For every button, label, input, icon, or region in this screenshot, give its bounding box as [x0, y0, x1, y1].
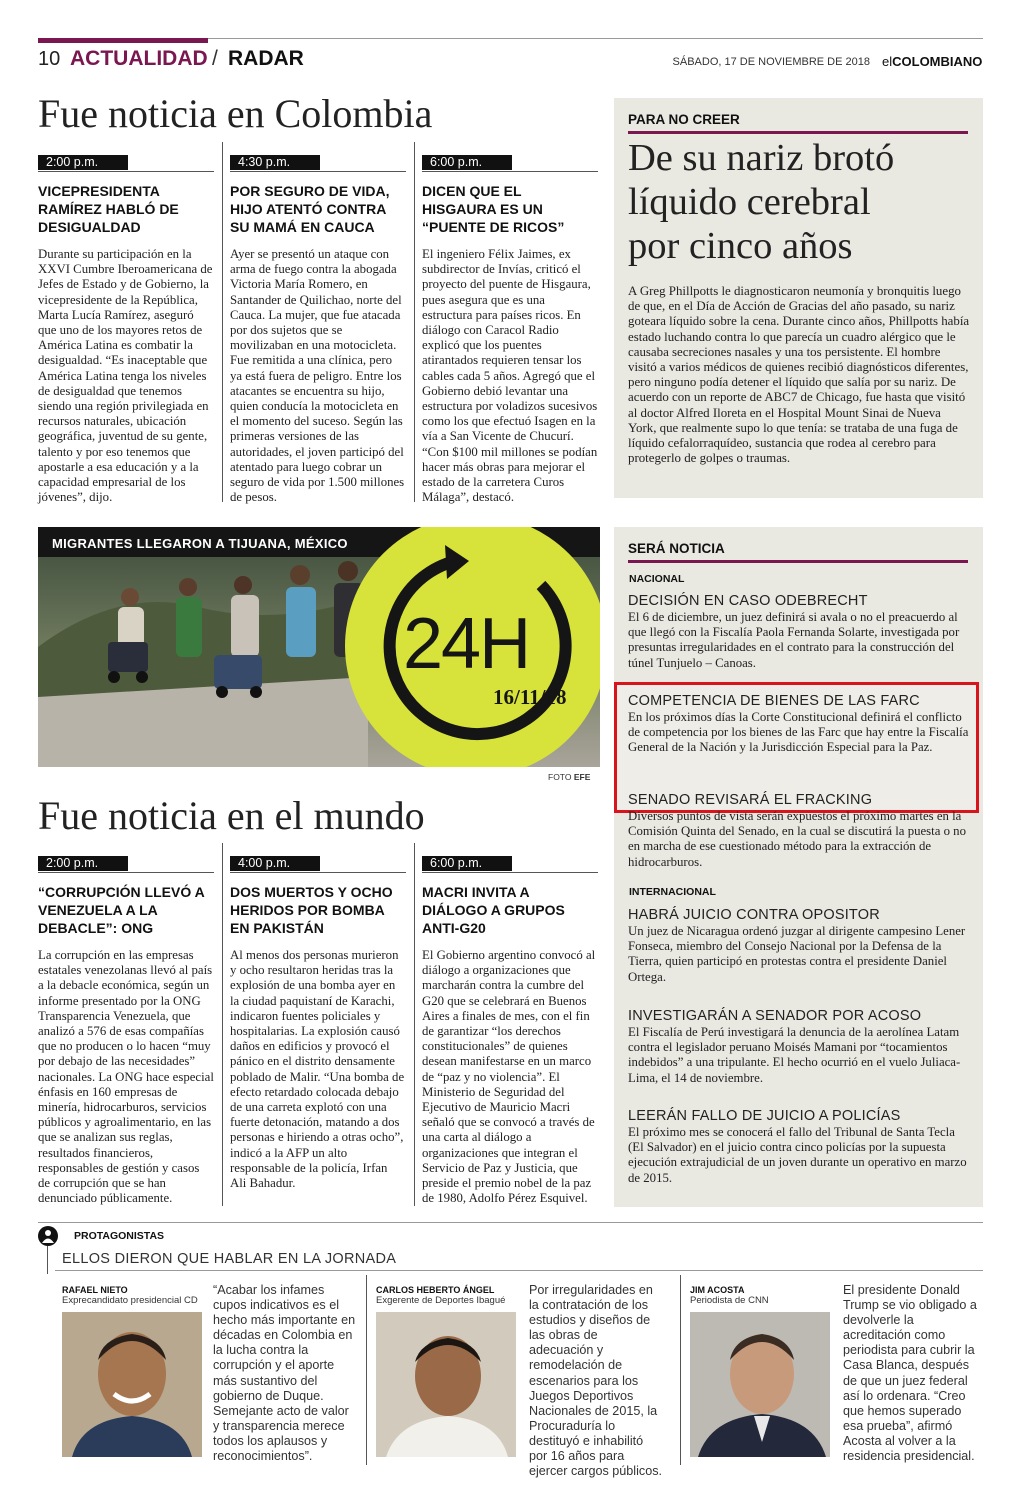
- protagonist-name: RAFAEL NIETO: [62, 1285, 128, 1295]
- protagonist-photo: [376, 1312, 516, 1457]
- icon-stem: [47, 1246, 48, 1274]
- para-no-creer-body: A Greg Phillpotts le diagnosticaron neumonía y bronquitis luego de que, en el Día de Acción de Gracias del año pasado, su nariz goteara líquido sobre la cena. Durante cinco años, Phillpotts había estado luchando contra lo que parecía un cuadro alérgico que le causaba secreciones nasales y una tos persistente. El hombre visitó a varios médicos de quienes recibió diagnósticos diferentes, pero ninguno podía detener el líquido que salía por su nariz. De acuerdo con un reporte de ABC7 de Chicago, fue hasta que visitó al doctor Alfred Iloreta en el Hospital Mount Sinai de Nueva York, que realmente supo lo que tenía: se trataba de una fuga de líquido cefalorraquídeo, sustancia que rodea al cerebro para protegerlo de golpes o traumas.: [628, 284, 970, 466]
- credit-prefix: FOTO: [548, 772, 572, 782]
- protagonist-2: [376, 1285, 526, 1306]
- section-name: ACTUALIDAD: [70, 47, 208, 70]
- sera-item-body: Diversos puntos de vista serán expuestos el próximo martes en la Comisión Quinta del Senado, en la cual se discutirá la puesta o no en marcha de ese cuestionado método para la extracción de hidrocarburos.: [628, 809, 966, 869]
- headline-line: líquido cerebral: [628, 181, 871, 223]
- sera-item: [628, 1108, 970, 1186]
- person-icon: [38, 1226, 58, 1246]
- column-divider: [222, 142, 223, 502]
- story-time: 4:00 p.m.: [230, 856, 320, 871]
- sera-item-headline: SENADO REVISARÁ EL FRACKING: [628, 792, 873, 808]
- protagonist-role: Exprecandidato presidencial CD: [62, 1295, 198, 1306]
- story-body: La corrupción en las empresas estatales venezolanas llevó al país a la debacle económica, según un informe presentado por la ONG Transparencia Venezuela, que analizó a 576 de esas compañías que no producen o lo hacen “muy por debajo de las necesidades” nacionales. La ONG hace especial énfasis en 160 empresas de minería, hidrocarburos, servicios públicos y agroalimentario, en las que se analizan sus reglas, resultados financieros, responsables de gestión y casos de corrupción que se han denunciado públicamente.: [38, 948, 214, 1206]
- story-body: El Gobierno argentino convocó al diálogo a organizaciones que marcharán contra la cumbre del G20 que se celebrará en Buenos Aires a finales de mes, con el fin de garantizar “los derechos constitucionales” de quienes desean manifestarse en un marco de “paz y no violencia”. El Ministerio de Seguridad del Ejecutivo de Mauricio Macri señaló que se convocó a través de una carta al diálogo a organizaciones que integran el Servicio de Paz y Justicia, que preside el premio nobel de la paz de 1980, Adolfo Pérez Esquivel.: [422, 948, 596, 1206]
- sera-item-body: El próximo mes se conocerá el fallo del Tribunal de Santa Tecla (El Salvador) en el juicio contra cinco policías por la supuesta ejecución extrajudicial de un joven durante un operativo en marzo de 2015.: [628, 1125, 967, 1185]
- mundo-story-3: [422, 854, 598, 1206]
- 24h-badge: [345, 527, 600, 767]
- colombia-story-2: [230, 153, 406, 505]
- para-no-creer-panel: [614, 98, 983, 498]
- protagonist-role: Periodista de CNN: [690, 1295, 769, 1306]
- mundo-story-1: [38, 854, 214, 1206]
- column-divider: [366, 1275, 367, 1465]
- column-divider: [222, 843, 223, 1206]
- story-time: 6:00 p.m.: [422, 856, 512, 871]
- story-headline: VICEPRESIDENTA RAMÍREZ HABLÓ DE DESIGUALDAD: [38, 183, 179, 235]
- protagonist-name: JIM ACOSTA: [690, 1285, 745, 1295]
- sera-item: [628, 1008, 970, 1086]
- protagonist-text: Por irregularidades en la contratación de los estudios y diseños de las obras de adecuación y remodelación de escenarios para los Juegos Deportivos Nacionales de 2015, la Procuraduría lo destituyó e inhabilitó por 16 años para ejercer cargos públicos.: [529, 1283, 662, 1479]
- colombia-title: Fue noticia en Colombia: [38, 91, 433, 136]
- sera-item-highlighted: [628, 693, 970, 756]
- credit-agency: EFE: [573, 772, 591, 782]
- page-number: 10: [38, 48, 61, 70]
- time-rule: [38, 171, 214, 172]
- brand-name: COLOMBIANO: [892, 54, 983, 69]
- migrants-photo: [38, 527, 600, 767]
- section-rule: [38, 1222, 983, 1223]
- sera-item-body: En los próximos días la Corte Constitucional definirá el conflicto de competencia por los bienes de las Farc que hay entre la Fiscalía General de la Nación y la Jurisdicción Especial para la Paz.: [628, 710, 969, 755]
- sera-item-headline: DECISIÓN EN CASO ODEBRECHT: [628, 593, 868, 609]
- mundo-title: Fue noticia en el mundo: [38, 793, 425, 838]
- sera-item-headline: LEERÁN FALLO DE JUICIO A POLICÍAS: [628, 1108, 901, 1124]
- photo-caption: MIGRANTES LLEGARON A TIJUANA, MÉXICO: [52, 536, 348, 551]
- photo-credit: [548, 772, 590, 782]
- para-no-creer-kicker: PARA NO CREER: [628, 112, 740, 127]
- protagonistas-kicker: PROTAGONISTAS: [74, 1230, 165, 1242]
- sera-item-headline: HABRÁ JUICIO CONTRA OPOSITOR: [628, 907, 880, 923]
- time-rule: [422, 872, 598, 873]
- column-divider: [414, 843, 415, 1206]
- protagonistas-subtitle: ELLOS DIERON QUE HABLAR EN LA JORNADA: [62, 1251, 397, 1267]
- sera-item: [628, 907, 970, 985]
- section-separator: /: [212, 47, 218, 70]
- story-body: Durante su participación en la XXVI Cumbre Iberoamericana de Jefes de Estado y de Gobierno, la vicepresidente de la República, Marta Lucía Ramírez, aseguró que uno de los mayores retos de América Latina es combatir la desigualdad. “Es inaceptable que América Latina tenga los niveles de desigualdad que tenemos siendo una región privilegiada en recursos naturales, ubicación geográfica, juventud de su gente, talento y por eso tenemos que apostarle a esa educación y a la capacidad empresarial de los jóvenes”, dijo.: [38, 247, 213, 505]
- story-body: Ayer se presentó un ataque con arma de fuego contra la abogada Victoria María Romero, en Santander de Quilichao, norte del Cauca. La mujer, que fue atacada por dos sujetos que se movilizaban en una motocicleta. Fue remitida a una clínica, pero ya está fuera de peligro. Entre los atacantes se encuentra su hijo, quien conducía la motocicleta en el momento del suceso. Según las primeras versiones de las autoridades, el joven participó del atentado para luego cobrar un seguro de vida por 1.500 millones de pesos.: [230, 247, 405, 505]
- story-body: El ingeniero Félix Jaimes, ex subdirector de Invías, criticó el proyecto del puente de Hisgaura, pues asegura que es una estructura para países ricos. En diálogo con Caracol Radio explicó que los puentes atirantados requieren tensar los cables cada 5 años. Agregó que el Gobierno debió levantar una estructura por voladizos sucesivos como los que efectuó Isagen en la vía a San Vicente de Chucurí. “Con $100 mil millones se podían hacer más obras para mejorar el estado de la carretera Curos Málaga”, destacó.: [422, 247, 598, 505]
- story-time: 4:30 p.m.: [230, 155, 320, 170]
- story-headline: MACRI INVITA A DIÁLOGO A GRUPOS ANTI-G20: [422, 884, 565, 936]
- subtitle-rule: [55, 1270, 983, 1271]
- time-rule: [230, 171, 406, 172]
- colombia-story-1: [38, 153, 214, 505]
- sera-noticia-kicker: SERÁ NOTICIA: [628, 541, 725, 556]
- header-accent-bar: [38, 38, 208, 43]
- story-body: Al menos dos personas murieron y ocho resultaron heridas tras la explosión de una bomba ayer en la ciudad paquistaní de Karachi, indicaron fuentes policiales y hospitalarias. La explosión causó daños en edificios y provocó el pánico en el distrito densamente poblado de Malir. “Una bomba de efecto retardado colocada debajo de una carreta explotó con una fuerte detonación, matando a dos personas e hiriendo a otras ocho”, indicó a la AFP un alto responsable de la policía, Irfan Ali Bahadur.: [230, 948, 405, 1191]
- time-rule: [38, 872, 214, 873]
- time-rule: [422, 171, 598, 172]
- protagonist-3: [690, 1285, 840, 1306]
- protagonist-text: El presidente Donald Trump se vio obligado a devolverle la acreditación como periodista para cubrir la Casa Blanca, después de que un juez federal así lo ordenara. “Creo que hemos superado esa prueba”, afirmó Acosta al volver a la residencia presidencial.: [843, 1283, 977, 1464]
- portrait-illustration: [376, 1312, 516, 1457]
- protagonist-text: “Acabar los infames cupos indicativos es el hecho más importante en décadas en Colombia en la lucha contra la corrupción y el aporte más sustantivo del gobierno de Duque. Semejante acto de valor y transparencia merece todos los aplausos y reconocimientos”.: [213, 1283, 356, 1464]
- story-headline: DOS MUERTOS Y OCHO HERIDOS POR BOMBA EN PAKISTÁN: [230, 884, 393, 936]
- sera-item: [628, 792, 970, 870]
- column-divider: [414, 142, 415, 502]
- protagonist-1: [62, 1285, 212, 1306]
- sera-item-body: Un juez de Nicaragua ordenó juzgar al dirigente campesino Lener Fonseca, miembro del Consejo Nacional por la Defensa de la Tierra, quien participó en protestas contra el presidente Daniel Ortega.: [628, 924, 966, 984]
- internacional-label: INTERNACIONAL: [629, 886, 716, 898]
- sera-item: [628, 593, 970, 671]
- sera-noticia-panel: [614, 527, 983, 1207]
- sera-item-headline: COMPETENCIA DE BIENES DE LAS FARC: [628, 693, 920, 709]
- protagonist-photo: [690, 1312, 830, 1457]
- story-time: 6:00 p.m.: [422, 155, 512, 170]
- mundo-story-2: [230, 854, 406, 1191]
- brand-logo: [882, 54, 982, 69]
- badge-24h: 24H: [403, 604, 530, 684]
- badge-date: 16/11/18: [493, 685, 567, 709]
- portrait-illustration: [62, 1312, 202, 1457]
- issue-date: SÁBADO, 17 DE NOVIEMBRE DE 2018: [672, 56, 870, 68]
- kicker-rule: [628, 560, 968, 563]
- column-divider: [680, 1275, 681, 1465]
- colombia-story-3: [422, 153, 598, 505]
- protagonist-name: CARLOS HEBERTO ÁNGEL: [376, 1285, 495, 1295]
- brand-prefix: el: [882, 54, 893, 69]
- sera-item-headline: INVESTIGARÁN A SENADOR POR ACOSO: [628, 1008, 922, 1024]
- sera-item-body: El Fiscalía de Perú investigará la denuncia de la aerolínea Latam contra el legislador peruano Moisés Mamani por “tocamientos indebidos” a una tripulante. El hecho ocurrió en el vuelo Juliaca-Lima, el 14 de noviembre.: [628, 1025, 961, 1085]
- headline-line: De su nariz brotó: [628, 137, 895, 179]
- protagonist-photo: [62, 1312, 202, 1457]
- time-rule: [230, 872, 406, 873]
- headline-line: por cinco años: [628, 225, 853, 267]
- story-headline: POR SEGURO DE VIDA, HIJO ATENTÓ CONTRA SU MAMÁ EN CAUCA: [230, 183, 390, 235]
- story-time: 2:00 p.m.: [38, 856, 128, 871]
- sera-item-body: El 6 de diciembre, un juez definirá si avala o no el preacuerdo al que llegó con la Fiscalía Paola Fernanda Solarte, investigada por presuntas irregularidades en el contrato para la construcción del túnel Tunjuelo – Canoas.: [628, 610, 960, 670]
- person-icon-glyph: [38, 1226, 58, 1246]
- story-headline: “CORRUPCIÓN LLEVÓ A VENEZUELA A LA DEBACLE”: ONG: [38, 884, 205, 936]
- kicker-rule: [628, 131, 968, 134]
- subsection-name: RADAR: [228, 47, 304, 70]
- story-time: 2:00 p.m.: [38, 155, 128, 170]
- portrait-illustration: [690, 1312, 830, 1457]
- para-no-creer-headline: [628, 136, 978, 268]
- story-headline: DICEN QUE EL HISGAURA ES UN “PUENTE DE RICOS”: [422, 183, 565, 235]
- nacional-label: NACIONAL: [629, 573, 685, 585]
- protagonist-role: Exgerente de Deportes Ibagué: [376, 1295, 506, 1306]
